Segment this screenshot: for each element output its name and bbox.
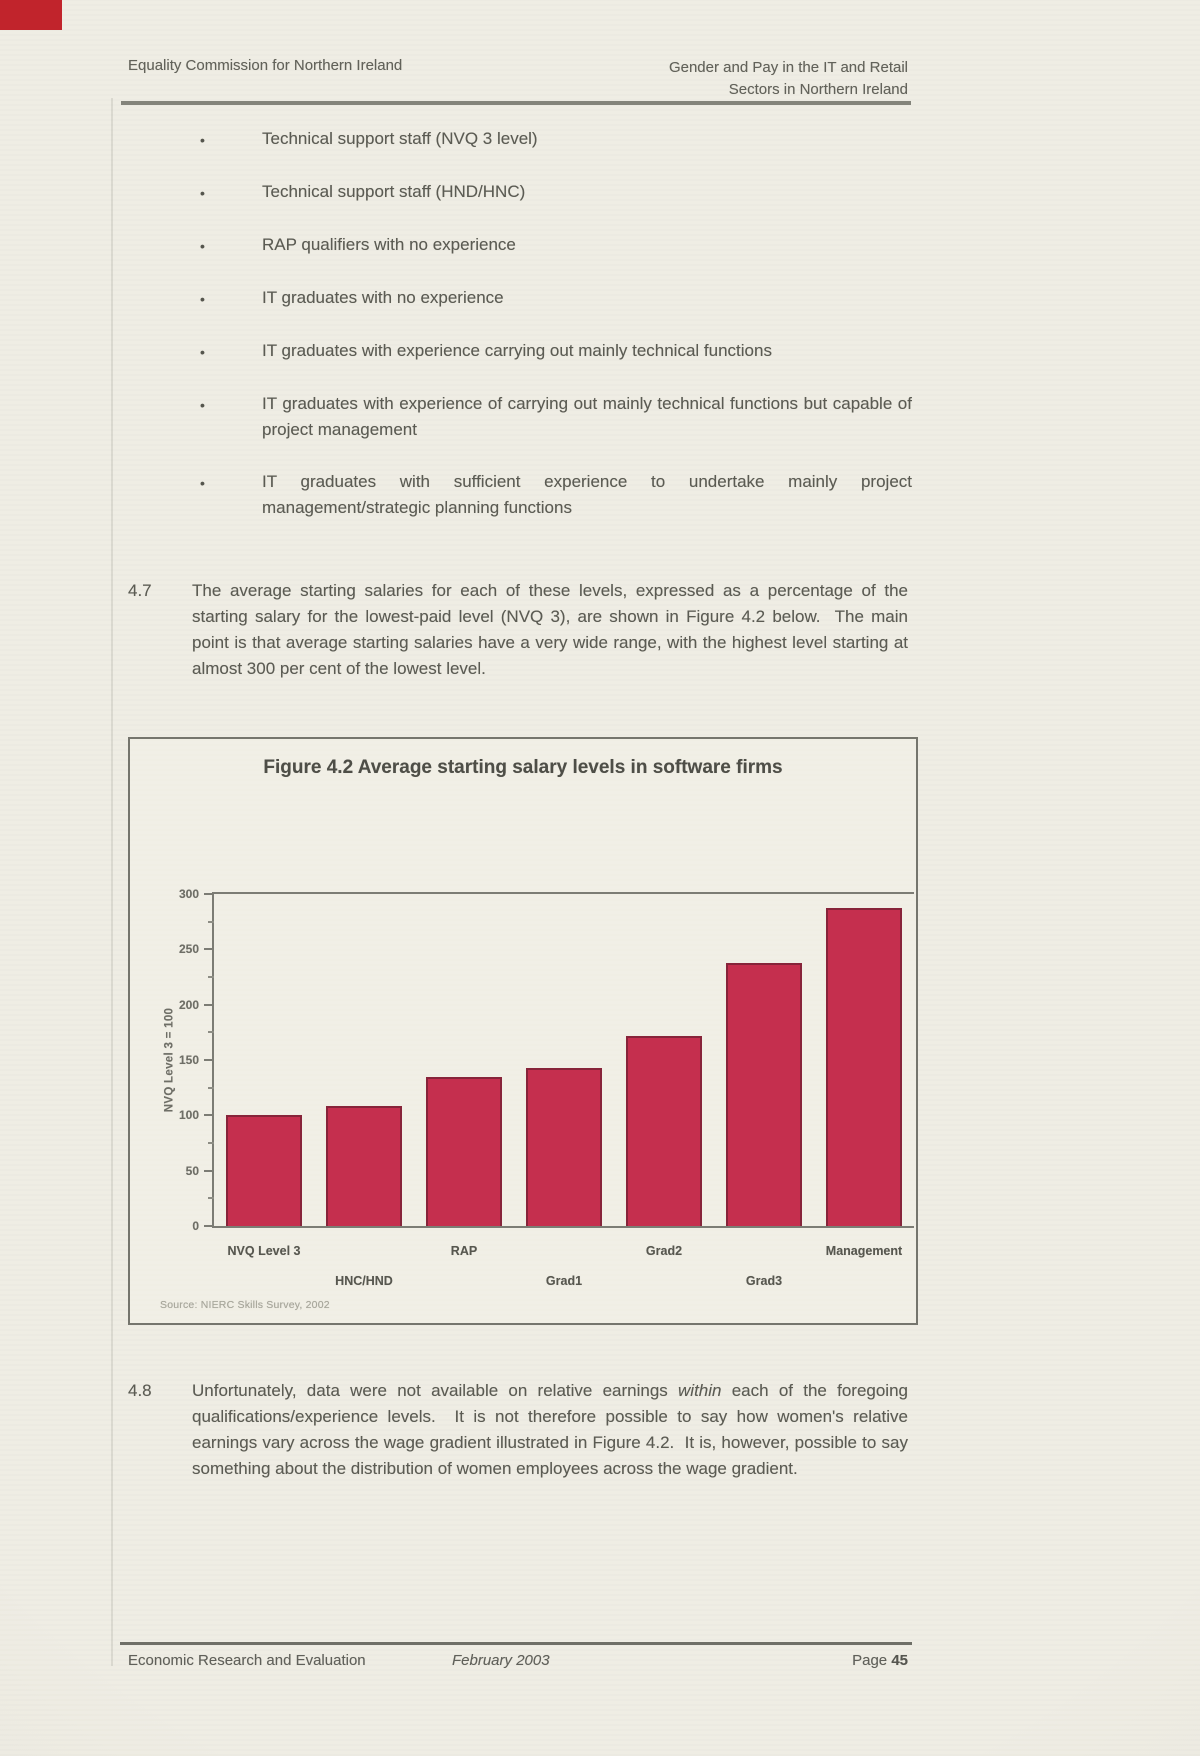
bullet-icon: • — [200, 185, 205, 201]
bar-hnc-hnd — [326, 1106, 402, 1226]
paragraph-number: 4.7 — [128, 581, 152, 600]
y-axis-label: NVQ Level 3 = 100 — [163, 1007, 176, 1113]
footer-rule — [120, 1642, 912, 1645]
bullet-item — [200, 338, 912, 365]
bullet-item — [200, 391, 912, 443]
bar-grad3 — [726, 963, 802, 1226]
header-rule — [121, 101, 911, 105]
bullet-icon: • — [200, 291, 205, 307]
paragraph-4-8 — [128, 1378, 913, 1482]
bar-nvq-level-3 — [226, 1115, 302, 1226]
paragraph-4-7 — [128, 578, 913, 682]
bar-grad1 — [526, 1068, 602, 1226]
bullet-icon: • — [200, 238, 205, 254]
y-tick-mark — [204, 893, 214, 895]
footer-page-number: 45 — [891, 1652, 908, 1669]
y-tick-minor-mark — [208, 1142, 214, 1144]
bullet-text: IT graduates with sufficient experience to undertake mainly project management/strategic planning functions — [262, 472, 912, 517]
bullet-list — [200, 126, 912, 547]
header-left-text: Equality Commission for Northern Ireland — [128, 57, 403, 74]
y-tick-mark — [204, 1004, 214, 1006]
y-tick-label: 150 — [178, 1053, 199, 1067]
bullet-icon: • — [200, 475, 205, 491]
figure-source: Source: NIERC Skills Survey, 2002 — [160, 1299, 330, 1311]
plot-area — [163, 887, 914, 1288]
y-tick-mark — [204, 1225, 214, 1227]
x-axis-label: Grad1 — [545, 1274, 583, 1288]
x-axis-label: NVQ Level 3 — [227, 1244, 301, 1258]
bullet-icon: • — [200, 132, 205, 148]
bullet-text: Technical support staff (HND/HNC) — [262, 182, 526, 201]
bar-rap — [426, 1077, 502, 1226]
bullet-text: RAP qualifiers with no experience — [262, 235, 516, 254]
y-tick-minor-mark — [208, 1087, 214, 1089]
bullet-item — [200, 285, 912, 312]
figure-box — [128, 737, 918, 1325]
paragraph-number: 4.8 — [128, 1381, 152, 1400]
y-tick-label: 100 — [178, 1108, 199, 1123]
y-tick-minor-mark — [208, 1197, 214, 1199]
x-axis-label: Grad3 — [745, 1274, 783, 1288]
bar-grad2 — [626, 1036, 702, 1226]
bullet-text: IT graduates with experience carrying out mainly technical functions — [262, 341, 772, 360]
y-tick-label: 50 — [185, 1163, 199, 1178]
y-tick-mark — [204, 1059, 214, 1061]
y-tick-label: 250 — [178, 942, 199, 957]
x-axis-label: RAP — [450, 1244, 478, 1258]
scan-artifact-red-corner — [0, 0, 62, 30]
y-tick-mark — [204, 1170, 214, 1172]
bullet-item — [200, 179, 912, 206]
bullet-item — [200, 469, 912, 521]
header-right-line2: Sectors in Northern Ireland — [728, 81, 908, 98]
y-tick-minor-mark — [208, 976, 214, 978]
bullet-text: IT graduates with experience of carrying out mainly technical functions but capable of project management — [262, 394, 912, 439]
paragraph-text: The average starting salaries for each of these levels, expressed as a percentage of the starting salary for the lowest-paid level (NVQ 3), are shown in Figure 4.2 below. The main point is that average starting salaries have a very wide range, with the highest level starting at almost 300 per cent of the lowest level. — [192, 581, 913, 678]
header-right-line1: Gender and Pay in the IT and Retail — [668, 59, 908, 76]
y-tick-label: 200 — [178, 997, 199, 1012]
scan-crease-line — [111, 98, 113, 1666]
footer-department: Economic Research and Evaluation — [128, 1652, 366, 1669]
x-axis-label: Grad2 — [645, 1244, 683, 1258]
bullet-icon: • — [200, 344, 205, 360]
paragraph-text: Unfortunately, data were not available on relative earnings within each of the foregoing qualifications/experience levels. It is not therefore possible to say how women's relative earnings vary across the wage gradient illustrated in Figure 4.2. It is, however, possible to say something about the distribution of women employees across the wage gradient. — [192, 1381, 913, 1478]
italic-word: within — [678, 1381, 722, 1400]
bullet-text: IT graduates with no experience — [262, 288, 504, 307]
bullet-icon: • — [200, 397, 205, 413]
figure-title: Figure 4.2 Average starting salary levels in software firms — [263, 757, 783, 778]
y-tick-minor-mark — [208, 1031, 214, 1033]
bar-management — [826, 908, 902, 1226]
y-tick-mark — [204, 1114, 214, 1116]
x-axis-label: HNC/HND — [335, 1274, 393, 1288]
y-tick-label: 300 — [178, 887, 199, 901]
y-tick-minor-mark — [208, 921, 214, 923]
footer-page: Page 45 — [852, 1652, 908, 1669]
bullet-item — [200, 232, 912, 259]
header-right-text — [669, 57, 908, 101]
y-tick-mark — [204, 948, 214, 950]
bullet-text: Technical support staff (NVQ 3 level) — [262, 129, 538, 148]
footer-date: February 2003 — [452, 1652, 550, 1669]
x-axis-label: Management — [825, 1244, 903, 1258]
bullet-item — [200, 126, 912, 153]
y-tick-label: 0 — [192, 1219, 199, 1233]
